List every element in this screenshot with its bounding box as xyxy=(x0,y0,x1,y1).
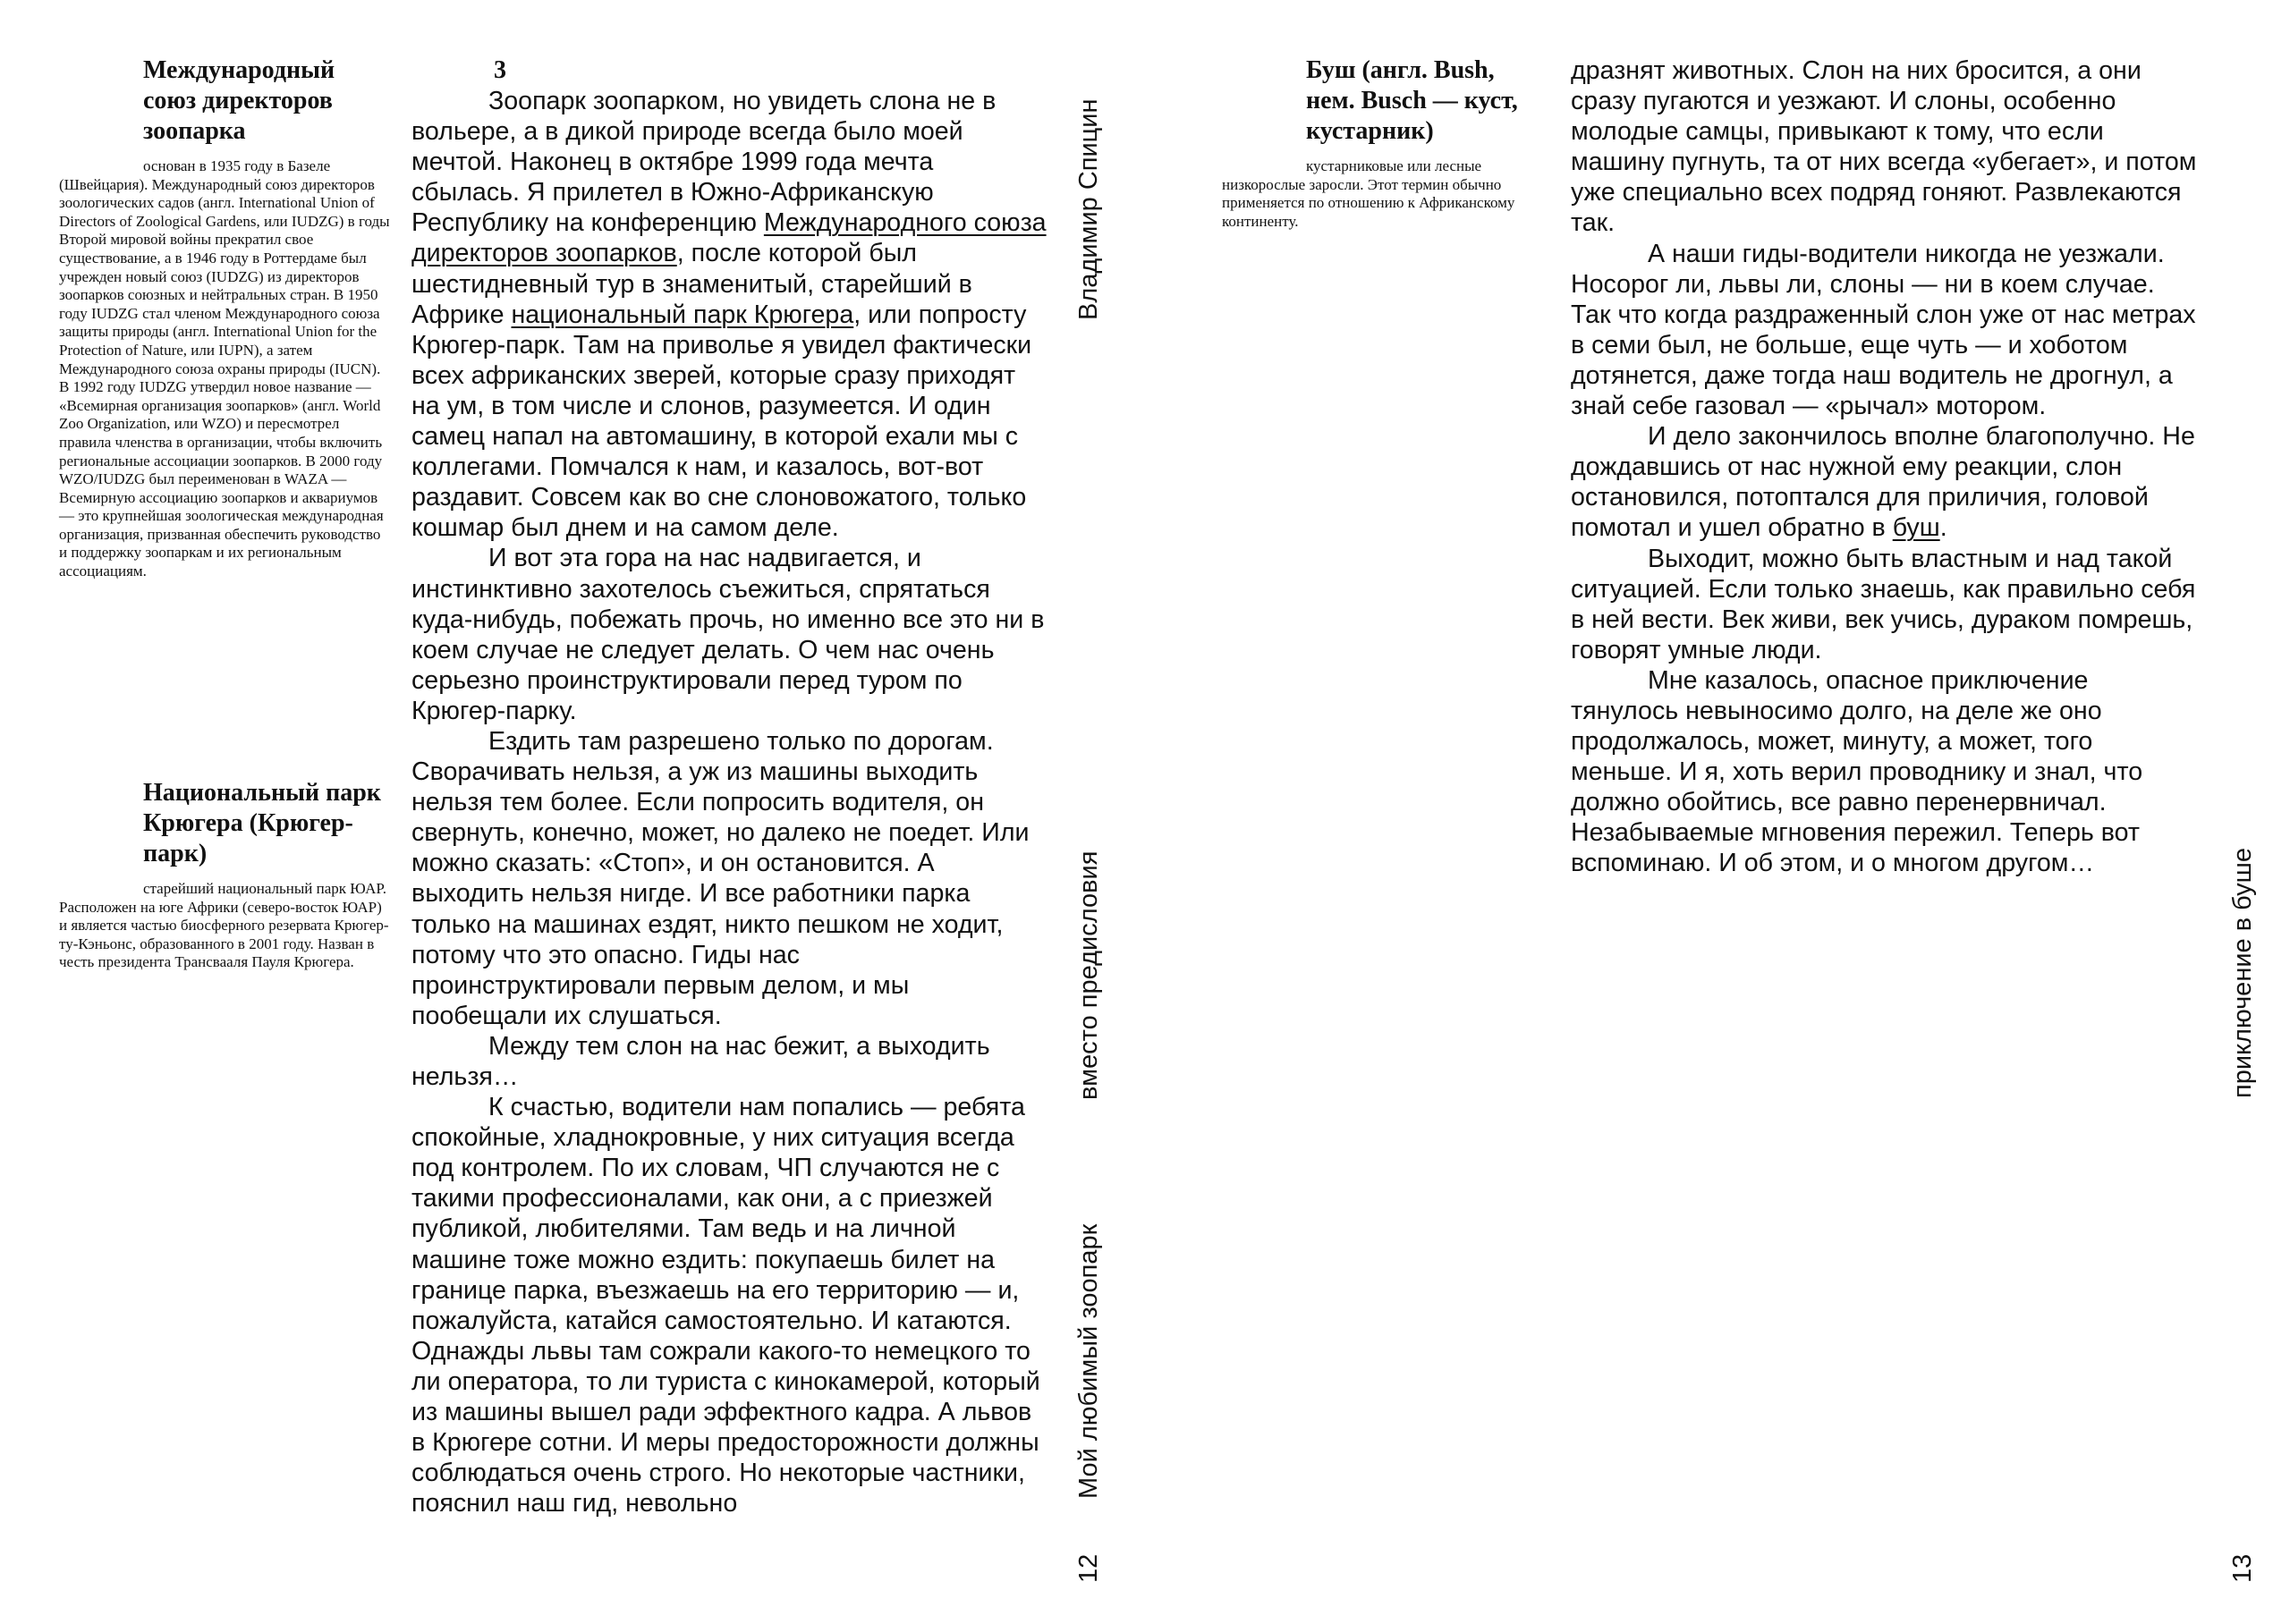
paragraph: Мне казалось, опасное приключение тянулось невыносимо долго, на деле же оно продолжалось, может, минуту, а может, того меньше. И я, хоть верил проводнику и знал, что должно обойтись, все равно перенервничал. Незабываемые мгновения пережил. Теперь вот вспоминаю. И об этом, и о многом другом… xyxy=(1571,665,2143,878)
paragraph-text: Зоопарк зоопарком, но увидеть слона не в вольере, а в дикой природе всегда было моей мечтой. Наконец в октябре 1999 года мечта сбылась. Я прилетел в Южно-Африканскую Республику на конференцию xyxy=(411,87,997,238)
paragraph xyxy=(411,86,1048,543)
link-kruger-park[interactable]: национальный парк Крюгера xyxy=(511,300,854,329)
sidenote-kruger-park xyxy=(59,778,390,972)
paragraph: Ездить там разрешено только по дорогам. Сворачивать нельзя, а уж из машины выходить нельзя тем более. Если попросить водителя, он свернуть, конечно, может, но далеко не поедет. Или можно сказать: «Стоп», и он остановится. А выходить нельзя нигде. И все работники парка только на машинах ездят, никто пешком не ходит, потому что это опасно. Гиды нас проинструктировали первым делом, и мы пообещали их слушаться. xyxy=(411,726,1030,1030)
sidenote-title: Буш (англ. Bush, нем. Busch — куст, кустарник) xyxy=(1306,56,1518,145)
paragraph: дразнят животных. Слон на них бросится, а они сразу пугаются и уезжают. И слоны, особенно молодые самцы, привыкают к тому, что если машину пугнуть, та от них всегда «убегает», и потом уже специально всех подряд гоняют. Развлекаются так. xyxy=(1571,56,2197,238)
paragraph: К счастью, водители нам попались — ребята спокойные, хладнокровные, у них ситуация всегда под контролем. По их словам, ЧП случаются не с такими профессионалами, как они, а с приезжей публикой, любителями. Там ведь и на личной машине тоже можно ездить: покупаешь билет на границе парка, въезжаешь на его территорию — и, пожалуйста, катайся самостоятельно. И катаются. Однажды львы там сожрали какого-то немецкого то ли оператора, то ли туриста с кинокамерой, который из машины вышел ради эффектного кадра. А львов в Крюгере сотни. И меры предосторожности должны соблюдаться очень строго. Но некоторые частники, пояснил наш гид, невольно xyxy=(411,1093,1040,1518)
paragraph-text: . xyxy=(1939,513,1947,543)
paragraph-text: , или попросту Крюгер-парк. Там на приволье я увидел фактически всех африканских зверей, которые сразу приходят на ум, в том числе и слонов, разумеется. И один самец напал на автомашину, в которой ехали мы с коллегами. Помчался к нам, и казалось, вот-вот раздавит. Совсем как во сне слоновожатого, только кошмар был днем и на самом деле. xyxy=(411,300,1032,543)
running-head-author: Владимир Спицин xyxy=(1074,98,1103,320)
paragraph-text: , после которой был шестидневный тур в знаменитый, старейший в Африке xyxy=(411,239,972,329)
paragraph: А наши гиды-водители никогда не уезжали. Носорог ли, львы ли, слоны — ни в коем случае. Так что когда раздраженный слон уже от нас метрах в семи был, не больше, еще чуть — и хоботом дотянется, даже тогда наш водитель не дрогнул, а знай себе газовал — «рычал» мотором. xyxy=(1571,239,2196,421)
running-head-book: Мой любимый зоопарк xyxy=(1074,1223,1103,1499)
main-text-right xyxy=(1571,55,2197,879)
paragraph-text: И дело закончилось вполне благополучно. Не дождавшись от нас нужной ему реакции, слон остановился, потоптался для приличия, головой помотал и ушел обратно в xyxy=(1571,422,2195,543)
link-bush[interactable]: буш xyxy=(1892,513,1940,543)
sidenote-iudzg xyxy=(59,55,390,581)
sidenote-title: Международный союз директоров зоопарка xyxy=(143,56,335,145)
sidenote-bush xyxy=(1222,55,1530,231)
paragraph xyxy=(1571,421,2197,543)
sidenote-title: Национальный парк Крюгера (Крюгер-парк) xyxy=(143,779,381,867)
paragraph: Между тем слон на нас бежит, а выходить нельзя… xyxy=(411,1031,990,1091)
sidenote-body: кустарниковые или лесные низкорослые заросли. Этот термин обычно применяется по отношению к Африканскому континенту. xyxy=(1222,157,1515,230)
page-number: 12 xyxy=(1074,1553,1103,1583)
running-head-chapter: приключение в буше xyxy=(2228,847,2257,1098)
main-text-left xyxy=(411,55,1048,1518)
sidenote-body: старейший национальный парк ЮАР. Расположен на юге Африки (северо-восток ЮАР) и является частью биосферного резервата Крюгер-ту-Кэньонс, образованного в 2001 году. Назван в честь президента Трансвааля Пауля Крюгера. xyxy=(59,880,389,971)
running-head-section: вместо предисловия xyxy=(1074,850,1103,1100)
link-iudzg[interactable]: Международного союза директоров зоопарков xyxy=(411,208,1047,268)
paragraph: И вот эта гора на нас надвигается, и инстинктивно захотелось съежиться, спрятаться куда-нибудь, побежать прочь, но именно все это ни в коем случае не следует делать. О чем нас очень серьезно проинструктировали перед туром по Крюгер-парку. xyxy=(411,544,1045,725)
page-number: 13 xyxy=(2228,1553,2257,1583)
paragraph: Выходит, можно быть властным и над такой ситуацией. Если только знаешь, как правильно себя в ней вести. Век живи, век учись, дураком помрешь, говорят умные люди. xyxy=(1571,544,2196,664)
chapter-number: 3 xyxy=(494,56,506,84)
right-page xyxy=(1145,0,2290,1624)
sidenote-body: основан в 1935 году в Базеле (Швейцария). Международный союз директоров зоологических садов (англ. International Union of Directors of Zoological Gardens, или IUDZG) в годы Второй мировой войны прекратил свое существование, а в 1946 году в Роттердаме был учрежден новый союз (IUDZG) из директоров зоопарков союзных и нейтральных стран. В 1950 году IUDZG стал членом Международного союза защиты природы (англ. International Union for the Protection of Nature, или IUPN), а затем Международного союза охраны природы (IUCN). В 1992 году IUDZG утвердил новое название — «Всемирная организация зоопарков» (англ. World Zoo Organization, или WZO) и пересмотрел правила членства в организации, чтобы включить региональные ассоциации зоопарков. В 2000 году WZO/IUDZG был переименован в WAZA — Всемирную ассоциацию зоопарков и аквариумов — это крупнейшая зоологическая международная организация, призванная обеспечить руководство и поддержку зоопаркам и их региональным ассоциациям. xyxy=(59,157,390,580)
